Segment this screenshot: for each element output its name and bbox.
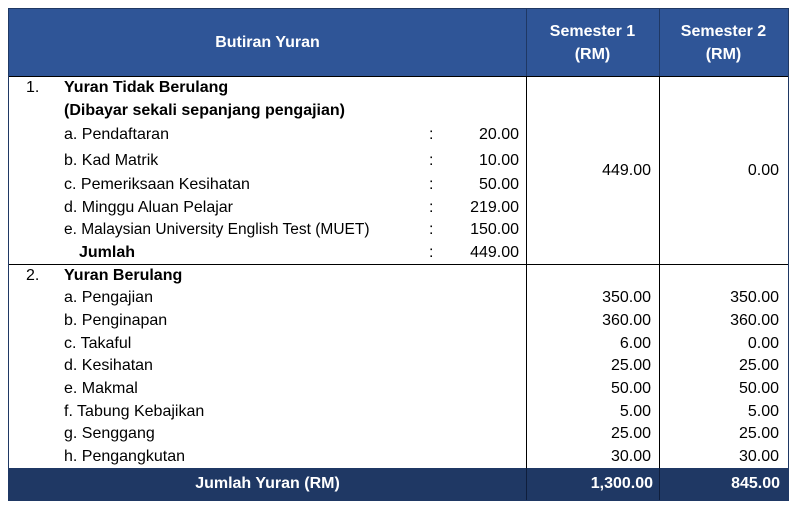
section2-item-sem2: 0.00 <box>747 335 779 352</box>
footer-sem2: 845.00 <box>731 475 780 492</box>
section1-total-label: Jumlah <box>79 244 136 261</box>
section1-sem1: 449.00 <box>602 162 651 179</box>
section1-item-sep: : <box>429 176 434 193</box>
section1-item-sep: : <box>429 152 434 169</box>
section1-item-amount: 10.00 <box>478 152 519 169</box>
section1-item-label: c. Pemeriksaan Kesihatan <box>64 176 250 193</box>
section2-number: 2. <box>26 267 40 284</box>
section2-item-sem2: 50.00 <box>738 380 779 397</box>
header-butiran-yuran <box>9 9 526 76</box>
divider-header-bottom <box>9 76 788 77</box>
header-col2-line2: (RM) <box>574 45 611 63</box>
section1-item-sep: : <box>429 221 434 238</box>
section2-item-sem1: 350.00 <box>602 289 651 306</box>
section2-item-sem2: 360.00 <box>730 312 779 329</box>
fee-table <box>8 8 789 501</box>
footer-sem2-cell <box>659 468 788 500</box>
header-col2-line1: Semester 1 <box>549 22 636 40</box>
divider-col2 <box>659 76 660 468</box>
section1-total-sep: : <box>429 244 434 261</box>
footer-label-cell <box>9 468 526 500</box>
section2-item-sem2: 350.00 <box>730 289 779 306</box>
section2-item-sem1: 360.00 <box>602 312 651 329</box>
section1-subtitle: (Dibayar sekali sepanjang pengajian) <box>64 102 345 119</box>
section1-item-amount: 150.00 <box>470 221 519 238</box>
divider-col1 <box>526 76 527 468</box>
header-semester-1 <box>526 9 659 76</box>
section1-item-label: e. Malaysian University English Test (MUET) <box>64 221 370 238</box>
section2-item-sem1: 5.00 <box>619 403 651 420</box>
section1-item-amount: 219.00 <box>470 199 519 216</box>
header-col3-line1: Semester 2 <box>680 22 767 40</box>
divider-header-1 <box>526 9 527 76</box>
section2-item-sem2: 25.00 <box>738 425 779 442</box>
section1-sem2: 0.00 <box>747 162 779 179</box>
footer-sem1: 1,300.00 <box>590 475 653 492</box>
section2-item-sem2: 25.00 <box>738 357 779 374</box>
header-semester-2 <box>659 9 788 76</box>
section1-item-amount: 50.00 <box>478 176 519 193</box>
footer-label: Jumlah Yuran (RM) <box>195 475 340 492</box>
section2-item-sem2: 5.00 <box>747 403 779 420</box>
section2-item-label: f. Tabung Kebajikan <box>64 403 205 420</box>
footer-sem1-cell <box>526 468 659 500</box>
section2-item-label: d. Kesihatan <box>64 357 153 374</box>
section2-item-label: b. Penginapan <box>64 312 168 329</box>
divider-section <box>9 264 788 265</box>
section2-item-label: a. Pengajian <box>64 289 153 306</box>
section2-title: Yuran Berulang <box>64 267 183 284</box>
section1-item-sep: : <box>429 126 434 143</box>
header-col3-line2: (RM) <box>705 45 742 63</box>
section2-item-sem1: 6.00 <box>619 335 651 352</box>
section2-item-label: e. Makmal <box>64 380 138 397</box>
header-col1-label: Butiran Yuran <box>215 34 320 51</box>
section2-item-sem1: 25.00 <box>610 425 651 442</box>
divider-header-2 <box>659 9 660 76</box>
section1-item-label: d. Minggu Aluan Pelajar <box>64 199 233 216</box>
section2-item-sem1: 50.00 <box>610 380 651 397</box>
section2-item-sem1: 30.00 <box>610 448 651 465</box>
section1-total-amount: 449.00 <box>470 244 519 261</box>
section1-item-amount: 20.00 <box>478 126 519 143</box>
section2-item-sem2: 30.00 <box>738 448 779 465</box>
section2-item-label: g. Senggang <box>64 425 155 442</box>
section2-item-sem1: 25.00 <box>610 357 651 374</box>
section2-item-label: h. Pengangkutan <box>64 448 185 465</box>
section1-item-label: b. Kad Matrik <box>64 152 159 169</box>
section1-number: 1. <box>26 79 40 96</box>
section1-item-sep: : <box>429 199 434 216</box>
section1-title: Yuran Tidak Berulang <box>64 79 229 96</box>
section2-item-label: c. Takaful <box>64 335 132 352</box>
section1-item-label: a. Pendaftaran <box>64 126 169 143</box>
